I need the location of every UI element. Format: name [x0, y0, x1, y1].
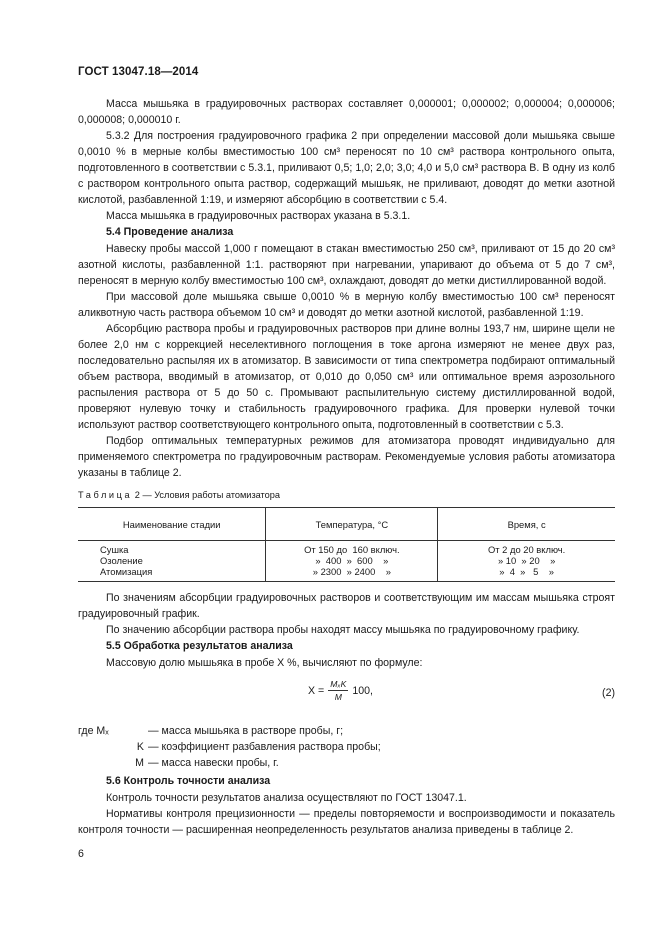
paragraph-formula-intro: Массовую долю мышьяка в пробе X %, вычисляют по формуле:: [106, 657, 423, 669]
standard-header: ГОСТ 13047.18—2014: [78, 66, 199, 78]
definition-symbol: где Mₓ: [78, 725, 109, 737]
temperature-cell: [266, 541, 438, 582]
definition-text: — коэффициент разбавления раствора пробы;: [148, 741, 381, 753]
definition-row: [78, 739, 615, 755]
definition-row: [78, 723, 615, 739]
formula-definitions: [78, 723, 615, 771]
paragraph-aliquot: При массовой доле мышьяка свыше 0,0010 % в мерную колбу вместимостью 100 см³ переносят аликвотную часть раствора объемом 10 см³ и доводят до метки азотной кислотой, разбавленной 1:19.: [78, 291, 615, 319]
formula-fraction: [328, 679, 348, 702]
stage-ashing: Озоление: [100, 555, 143, 566]
page-number: 6: [78, 848, 84, 860]
table-caption-word: Таблица: [78, 490, 133, 500]
temperature-drying: От 150 до 160 включ.: [304, 544, 400, 555]
page-content: [78, 96, 615, 838]
paragraph-accuracy-control: Контроль точности результатов анализа осуществляют по ГОСТ 13047.1.: [106, 792, 467, 804]
time-cell: [438, 541, 615, 582]
time-ashing: » 10 » 20 »: [497, 555, 556, 566]
paragraph-absorption: Абсорбцию раствора пробы и градуировочных растворов при длине волны 193,7 нм, ширине щели не более 2,0 нм с коррекцией неселективного поглощения в токе аргона измеряют не менее двух раз, последовательно распыляя их в атомизатор. В зависимости от типа спектрометра подбирают оптимальный объем раствора, вводимый в атомизатор, от 0,010 до 0,050 см³ или оптимальное время аэрозольного распыления раствора от 5 до 50 с. Промывают распылительную систему дистиллированной водой, проверяют нулевую точку и стабильность градуировочного графика. Для проверки нулевой точки используют раствор соответствующего контрольного опыта, подготовленный в соответствии с 5.3.: [78, 323, 615, 431]
time-atomization: » 4 » 5 »: [499, 566, 554, 577]
stage-drying: Сушка: [100, 544, 129, 555]
formula-numerator: MₓK: [330, 679, 347, 689]
definition-text: — масса навески пробы, г.: [148, 757, 279, 769]
section-heading-5-5: 5.5 Обработка результатов анализа: [106, 640, 293, 652]
paragraph-sample-prep: Навеску пробы массой 1,000 г помещают в стакан вместимостью 250 см³, приливают от 15 до 20 см³ азотной кислоты, разбавленной 1:1. растворяют при нагревании, упаривают до объема от 5 до 7 см³, переносят в мерную колбу вместимостью 100 см³, охлаждают, доводят до метки дистиллированной водой.: [78, 243, 615, 287]
paragraph-sample-mass: По значению абсорбции раствора пробы находят массу мышьяка по градуировочному графику.: [106, 624, 580, 636]
column-header-stage: Наименование стадии: [78, 508, 266, 541]
formula-rhs: 100,: [352, 684, 373, 697]
table-caption-text: 2 — Условия работы атомизатора: [132, 490, 280, 500]
paragraph-masses: Масса мышьяка в градуировочных растворах составляет 0,000001; 0,000002; 0,000004; 0,000006; 0,000008; 0,000010 г.: [78, 98, 615, 126]
paragraph-calibration-graph: По значениям абсорбции градуировочных растворов и соответствующим им массам мышьяка строят градуировочный график.: [78, 592, 615, 620]
definition-text: — масса мышьяка в растворе пробы, г;: [148, 725, 344, 737]
paragraph-masses-ref: Масса мышьяка в градуировочных растворах указана в 5.3.1.: [106, 210, 411, 222]
section-heading-5-6: 5.6 Контроль точности анализа: [106, 775, 271, 787]
temperature-ashing: » 400 » 600 »: [315, 555, 389, 566]
stage-cell: [78, 541, 266, 582]
table-row: [78, 541, 615, 582]
table-caption: [78, 487, 615, 503]
formula: [308, 679, 373, 702]
formula-block: [78, 675, 615, 715]
section-heading-5-4: 5.4 Проведение анализа: [106, 226, 234, 238]
stage-atomization: Атомизация: [100, 566, 153, 577]
column-header-time: Время, с: [438, 508, 615, 541]
column-header-temperature: Температура, °С: [266, 508, 438, 541]
temperature-atomization: » 2300 » 2400 »: [312, 566, 391, 577]
formula-denominator: M: [334, 692, 342, 702]
paragraph-precision-norms: Нормативы контроля прецизионности — пределы повторяемости и воспроизводимости и показатель контроля точности — расширенная неопределенность результатов анализа приведены в таблице 2.: [78, 808, 615, 836]
paragraph-temperature: Подбор оптимальных температурных режимов для атомизатора проводят индивидуально для применяемого спектрометра по градуировочным растворам. Рекомендуемые условия работы атомизатора указаны в таблице 2.: [78, 435, 615, 479]
paragraph-5-3-2: 5.3.2 Для построения градуировочного графика 2 при определении массовой доли мышьяка свыше 0,0010 % в мерные колбы вместимостью 100 см³ переносят по 10 см³ раствора контрольного опыта, подготовленного в соответствии с 5.3.1, приливают 0,5; 1,0; 2,0; 3,0; 4,0 и 5,0 см³ раствора В. В одну из колб с раствором контрольного опыта раствор, содержащий мышьяк, не приливают, доводят до метки азотной кислотой, разбавленной 1:19, и измеряют абсорбцию в соответствии с 5.4.: [78, 130, 615, 206]
equation-number: (2): [602, 687, 615, 699]
formula-lhs: X =: [308, 684, 325, 697]
time-drying: От 2 до 20 включ.: [487, 544, 566, 555]
definition-symbol: K: [136, 741, 144, 753]
definition-symbol: M: [135, 757, 144, 769]
atomizer-conditions-table: [78, 507, 615, 582]
definition-row: [78, 755, 615, 771]
